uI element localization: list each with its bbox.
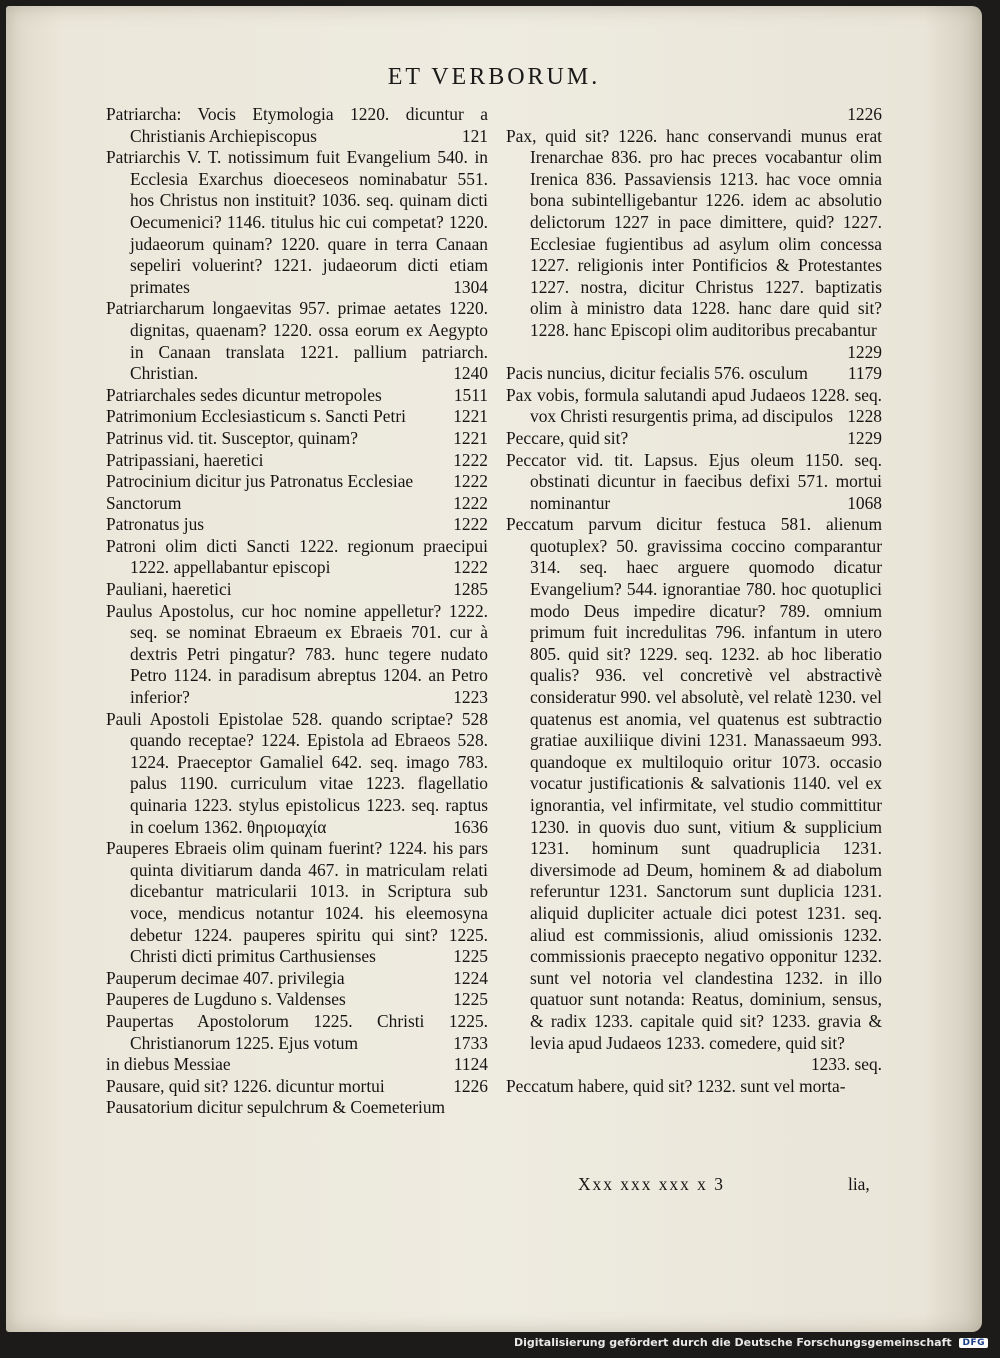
entry-page-ref: 1224 [453, 967, 488, 988]
entry-page-ref: 1636 [453, 816, 488, 837]
index-entry [106, 838, 488, 968]
page-number: 1226 [847, 104, 882, 124]
entry-page-ref: 1222 [453, 471, 488, 492]
entry-text: Peccatum habere, quid sit? 1232. sunt vel morta- [506, 1075, 846, 1096]
entry-text: Patrimonium Ecclesiasticum s. Sancti Petri [106, 406, 406, 427]
entry-page-ref: 1226 [453, 1075, 488, 1096]
entry-text: Pauperes Ebraeis olim quinam fuerint? 1224. his pars quinta divitiarum danda 467. in matriculam relati dicebantur matricularii 1013. in Scriptura sub voce, mendicus notantur 1024. his eleemosyna debetur 1224. pauperes spiritu qui sint? 1225. Christi dicti primitus Carthusienses [106, 838, 488, 967]
entry-text: Pauperes de Lugduno s. Valdenses [106, 989, 346, 1010]
entry-text: Pausare, quid sit? 1226. dicuntur mortui [106, 1075, 385, 1096]
entry-text: Patronatus jus [106, 514, 205, 535]
entry-page-ref: 1225 [453, 989, 488, 1010]
entry-text: Pauliani, haeretici [106, 579, 232, 600]
entry-page-ref: 121 [461, 125, 488, 146]
index-entry [506, 385, 882, 428]
index-column-right [506, 104, 882, 1097]
signature-mark: Xxx xxx xxx x 3 [578, 1174, 725, 1194]
entry-text: Patriarcha: Vocis Etymologia 1220. dicuntur a Christianis Archiepiscopus [106, 104, 488, 146]
entry-text: Pacis nuncius, dicitur fecialis 576. osculum [506, 363, 808, 384]
entry-page-ref: 1733 [453, 1032, 488, 1053]
index-entry [106, 147, 488, 298]
index-entry [106, 406, 488, 428]
index-entry [106, 298, 488, 384]
entry-page-ref: 1229 [847, 341, 882, 362]
entry-text: Patrinus vid. tit. Susceptor, quinam? [106, 427, 358, 448]
index-entry [506, 514, 882, 1075]
entry-text: Patrocinium dicitur jus Patronatus Ecclesiae [106, 471, 414, 492]
entry-text: in diebus Messiae [106, 1054, 231, 1075]
entry-page-ref: 1221 [453, 406, 488, 427]
entry-page-ref: 1221 [453, 427, 488, 448]
index-entry [106, 514, 488, 536]
index-entry [506, 363, 882, 385]
index-entry [506, 1076, 882, 1098]
entry-text: Paupertas Apostolorum 1225. Christi 1225. Christianorum 1225. Ejus votum [106, 1010, 488, 1053]
entry-text: Patriarchis V. T. notissimum fuit Evangelium 540. in Ecclesia Exarchus dioeceseos nominabatur 551. hos Christus non instituit? 1036. seq. quinam dicti Oecumenici? 1146. titulus hic cui competat? 1220. judaeorum quinam? 1220. quare in terra Canaan sepeliri voluerint? 1221. judaeorum dicti etiam primates [106, 147, 488, 297]
index-entry [106, 450, 488, 472]
index-entry [106, 104, 488, 147]
index-entry [106, 968, 488, 990]
entry-page-ref: 1228 [847, 406, 882, 427]
entry-text: Peccatum parvum dicitur festuca 581. alienum quotuplex? 50. gravissima coccino comparantur 314. seq. haec arguere quomodo dicatur Evangelium? 544. ignorantiae 780. hoc quotuplici modo Deus impedire dicatur? 789. omnium primum fuit incredulitas 796. infantum in utero 805. quid sit? 1229. seq. 1232. ab hoc liberatio qualis? 936. vel concretivè vel abstractivè consideratur 990. vel absolutè, vel relatè 1230. vel quatenus est anomia, vel quatenus est subtractio gratiae auxiliique divini 1231. Manassaeum 993. quandoque ex multiloquio oritur 1073. occasio vocatur justificationis & salvationis 1140. vel ex ignorantia, vel infirmitate, vel studio committitur 1230. in quovis duo sunt, vitium & supplicium 1231. hominum sunt quadruplicia 1231. diversimode ad Deum, hominem & ad diabolum referuntur 1231. Sanctorum sunt duplicia 1231. aliquid dupliciter actuale dici potest 1231. seq. aliud est commissionis, aliud omissionis 1232. commissionis praecepto negativo opponitur 1232. sunt vel notoria vel clandestina 1232. in illo quatuor sunt notanda: Reatus, dominium, sensus, & radix 1233. capitale quid sit? 1233. gravia & levia apud Judaeos 1233. comedere, quid sit? [506, 514, 882, 1053]
entry-page-ref: 1285 [453, 579, 488, 600]
index-entry [106, 471, 488, 493]
book-page [6, 6, 982, 1332]
index-entry [106, 1076, 488, 1098]
digitization-footer [0, 1336, 1000, 1354]
entry-text: Peccare, quid sit? [506, 427, 629, 448]
entry-page-ref: 1240 [453, 363, 488, 384]
running-header: ET VERBORUM. [387, 64, 601, 90]
entry-page-ref: 1233. seq. [810, 1054, 882, 1075]
entry-page-ref: 1511 [453, 384, 488, 405]
entry-text: Paulus Apostolus, cur hoc nomine appelletur? 1222. seq. se nominat Ebraeum ex Ebraeis 701. cur à dextris Petri pingatur? 783. hunc tegere nudato Petro 1124. in paradisum abreptus 1204. an Petro inferior? [106, 600, 488, 708]
index-entry [106, 428, 488, 450]
entry-page-ref: 1229 [847, 427, 882, 448]
index-entry [106, 1011, 488, 1054]
footer-text: Digitalisierung gefördert durch die Deutsche Forschungsgemeinschaft [513, 1336, 952, 1349]
index-entry [106, 989, 488, 1011]
entry-text: Patriarcharum longaevitas 957. primae aetates 1220. dignitas, quaenam? 1220. ossa eorum ex Aegypto in Canaan translata 1221. pallium patriarch. Christian. [106, 298, 488, 384]
dfg-logo: DFG [959, 1338, 988, 1348]
entry-page-ref: 1222 [453, 449, 488, 470]
entry-page-ref: 1223 [453, 687, 488, 708]
entry-page-ref: 1222 [453, 492, 488, 513]
entry-text: Pax vobis, formula salutandi apud Judaeos 1228. seq. vox Christi resurgentis prima, ad discipulos [506, 384, 882, 427]
index-entry [506, 428, 882, 450]
index-entry [106, 1054, 488, 1076]
index-entry [106, 1097, 488, 1119]
index-entry [106, 385, 488, 407]
entry-page-ref: 1068 [847, 492, 882, 513]
index-entry [106, 579, 488, 601]
index-entry [506, 450, 882, 515]
entry-text: Sanctorum [106, 492, 182, 513]
entry-page-ref: 1222 [453, 557, 488, 578]
index-column-left [106, 104, 488, 1119]
entry-text: Patripassiani, haeretici [106, 449, 264, 470]
entry-page-ref: 1222 [453, 514, 488, 535]
catchword: lia, [848, 1174, 870, 1194]
entry-text: Pauperum decimae 407. privilegia [106, 967, 345, 988]
entry-page-ref: 1124 [453, 1054, 488, 1075]
entry-page-ref: 1225 [453, 946, 488, 967]
index-entry [106, 601, 488, 709]
entry-text: Peccator vid. tit. Lapsus. Ejus oleum 1150. seq. obstinati dicuntur in faecibus defixi 571. mortui nominantur [506, 449, 882, 513]
entry-text: Patriarchales sedes dicuntur metropoles [106, 384, 382, 405]
entry-page-ref: 1304 [453, 276, 488, 297]
entry-text: Pauli Apostoli Epistolae 528. quando scriptae? 528 quando receptae? 1224. Epistola ad Ebraeos 528. 1224. Praeceptor Gamaliel 642. seq. imago 783. palus 1190. curriculum vitae 1223. flagellatio quinaria 1223. stylus epistolicus 1223. seq. raptus in coelum 1362. θηριομαχία [106, 708, 488, 837]
entry-text: Patroni olim dicti Sancti 1222. regionum praecipui 1222. appellabantur episcopi [106, 535, 488, 578]
entry-text: Pax, quid sit? 1226. hanc conservandi munus erat Irenarchae 836. pro hac preces vocabantur olim Irenica 836. Passaviensis 1213. hac voce omnia bona subintelligebantur 1226. idem ac absolutio delictorum 1227 in pace dimittere, quid? 1227. Ecclesiae fugientibus ad asylum olim concessa 1227. religionis inter Pontificios & Protestantes 1227. nostra, dicitur Christus 1227. baptizatis olim à ministro data 1228. hanc dare quid sit? 1228. hanc Episcopi olim auditoribus precabantur [506, 125, 882, 340]
index-entry [106, 709, 488, 839]
index-entry [506, 126, 882, 364]
entry-text: Pausatorium dicitur sepulchrum & Coemeterium [106, 1097, 446, 1118]
index-entry [106, 493, 488, 515]
entry-page-ref: 1179 [847, 363, 882, 384]
index-entry [106, 536, 488, 579]
